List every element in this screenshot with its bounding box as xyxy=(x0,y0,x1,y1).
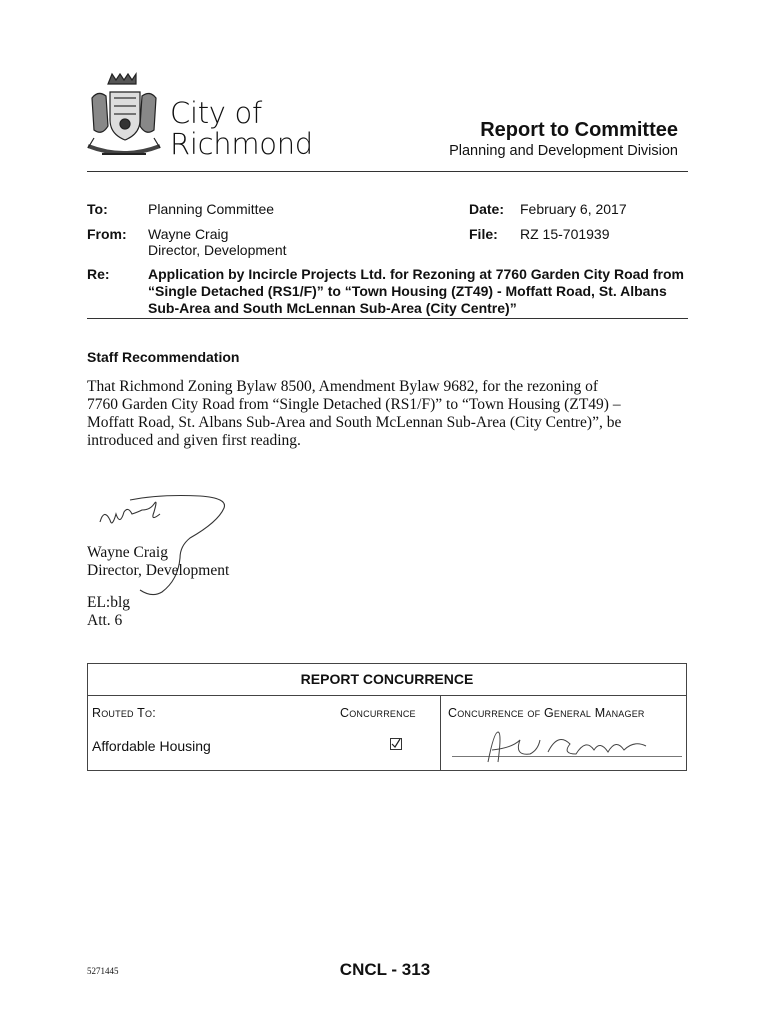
concurrence-table xyxy=(87,663,687,771)
typist-initials: EL:blg xyxy=(87,594,131,611)
org-name-line2: Richmond xyxy=(170,127,313,161)
report-title: Report to Committee xyxy=(480,119,678,141)
signatory-title: Director, Development xyxy=(87,562,230,579)
concurrence-title: REPORT CONCURRENCE xyxy=(300,671,474,687)
gm-signature xyxy=(478,722,678,770)
council-page-id: CNCL - 313 xyxy=(339,960,431,979)
subject-divider xyxy=(87,318,688,319)
to-value: Planning Committee xyxy=(148,201,275,217)
date-label: Date: xyxy=(469,201,505,217)
file-label: File: xyxy=(469,226,498,242)
col-concurrence: Concurrence xyxy=(340,706,416,720)
from-label: From: xyxy=(87,226,127,242)
re-label: Re: xyxy=(87,266,110,282)
attachments-count: Att. 6 xyxy=(87,612,123,629)
checkmark-icon xyxy=(390,738,402,750)
to-label: To: xyxy=(87,201,108,217)
report-division: Planning and Development Division xyxy=(449,143,678,159)
org-name-line1: City of xyxy=(170,96,262,130)
header-divider xyxy=(87,171,688,172)
city-crest-icon xyxy=(84,68,164,166)
table-column-rule xyxy=(440,695,441,770)
recommendation-heading: Staff Recommendation xyxy=(87,349,240,365)
date-value: February 6, 2017 xyxy=(520,201,627,217)
concurrence-checkbox[interactable] xyxy=(390,738,402,750)
table-row-routed-to: Affordable Housing xyxy=(92,738,211,754)
document-number: 5271445 xyxy=(87,966,119,976)
from-title: Director, Development xyxy=(148,242,287,258)
from-name: Wayne Craig xyxy=(148,226,229,242)
table-rule xyxy=(88,695,686,696)
file-value: RZ 15-701939 xyxy=(520,226,610,242)
re-subject: Application by Incircle Projects Ltd. for Rezoning at 7760 Garden City Road from “Single Detached (RS1/F)” to “Town Housing (ZT49) - Moffatt Road, St. Albans Sub-Area and South McLennan Sub-Area (City Centre)” xyxy=(148,266,684,316)
signatory-name: Wayne Craig xyxy=(87,544,168,561)
col-routed-to: Routed To: xyxy=(92,706,156,720)
recommendation-body: That Richmond Zoning Bylaw 8500, Amendment Bylaw 9682, for the rezoning of 7760 Garden City Road from “Single Detached (RS1/F)” to “Town Housing (ZT49) – Moffatt Road, St. Albans Sub-Area and South McLennan Sub-Area (City Centre)”, be introduced and given first reading. xyxy=(87,378,622,449)
col-gm-concurrence: Concurrence of General Manager xyxy=(448,706,645,720)
